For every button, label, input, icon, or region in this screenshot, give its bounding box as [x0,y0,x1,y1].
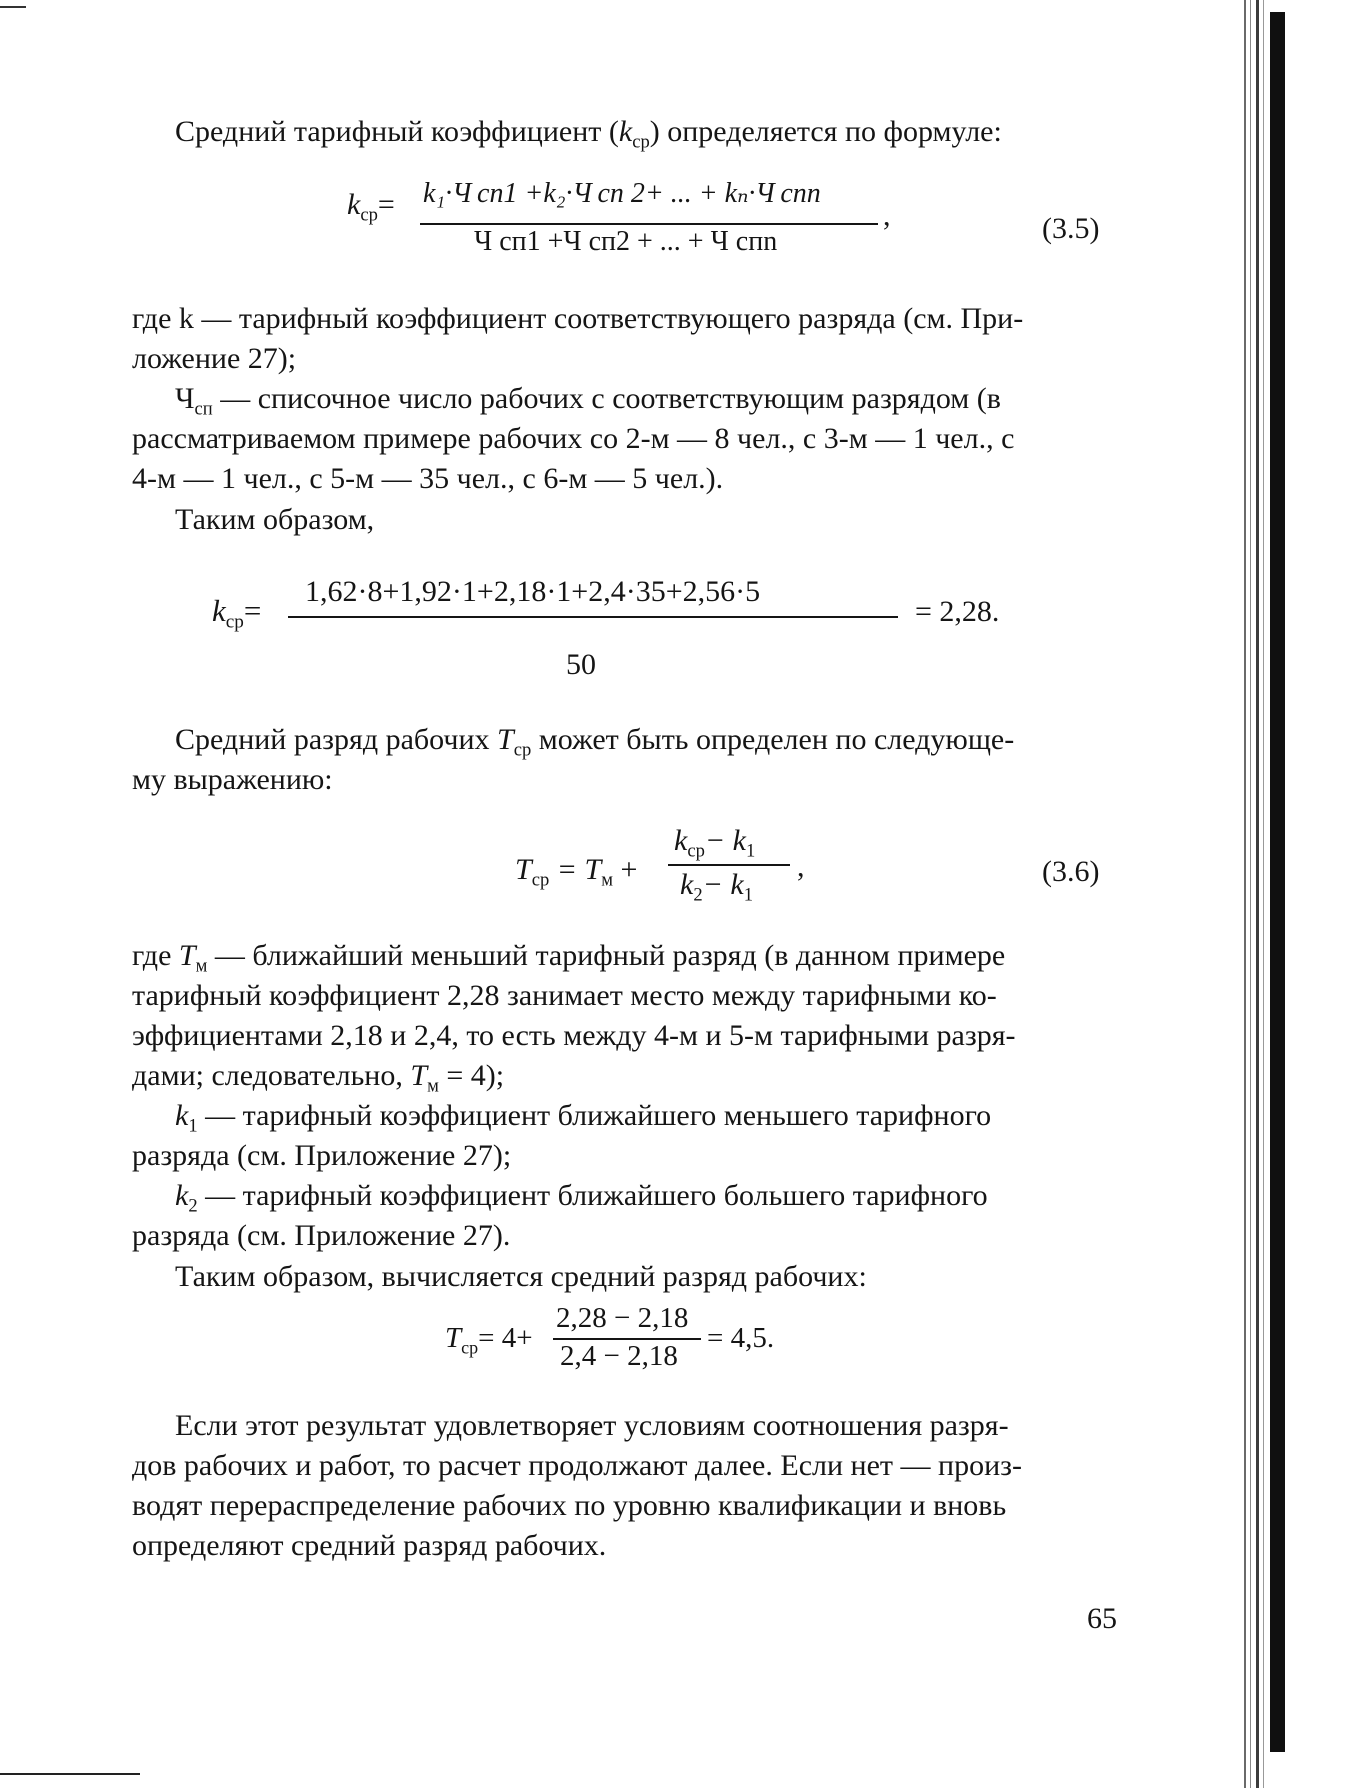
paragraph-tm-definition-line2: тарифный коэффициент 2,28 занимает место между тарифными ко- [132,979,997,1012]
equation-number-3-6: (3.6) [1042,855,1100,888]
scan-mark [0,6,26,8]
text-run: ) определяется по формуле: [649,115,1002,148]
text-run: может быть определен по следующе- [531,723,1015,756]
subscript: 1 [743,884,753,906]
spine-shadow [1250,0,1251,1788]
subscript: ср [461,1337,479,1358]
spine-shadow [1256,0,1259,1788]
calc1-denominator: 50 [566,648,596,681]
formula-3-5-numerator: k₁·Ч сп1 +k₂·Ч сп 2+ ... + kₙ·Ч спn [423,178,821,209]
formula-3-5-lhs [347,188,395,226]
spine-edge [1270,12,1285,1752]
paragraph-avg-rank-line1 [175,720,1171,760]
symbol-t-m: = T [556,853,602,886]
page-number: 65 [1087,1602,1117,1635]
symbol-t: T [445,1322,462,1354]
calc2-numerator: 2,28 − 2,18 [556,1302,689,1334]
paragraph-avg-rank-line2: му выражению: [132,763,333,796]
symbol-k: k [674,824,688,857]
formula-3-6-denominator [680,868,753,906]
plus-sign: + [620,853,638,886]
text-run: — списочное число рабочих с соответствующим разрядом (в [212,382,1001,415]
equals-sign: = 4+ [478,1322,533,1354]
subscript: 2 [693,884,703,906]
paragraph-k2-definition-line2: разряда (см. Приложение 27). [132,1219,511,1252]
subscript: 1 [188,1115,198,1137]
paragraph-ch-definition-line3: 4-м — 1 чел., с 5-м — 35 чел., с 6-м — 5 чел.). [132,462,724,495]
fraction-bar [288,616,898,618]
subscript: ср [687,840,705,862]
symbol-k: k [618,115,633,148]
equation-number-3-5: (3.5) [1042,212,1100,245]
equals-sign: = [377,188,395,221]
paragraph-k1-definition-line2: разряда (см. Приложение 27); [132,1139,512,1172]
text-run: где [132,939,179,972]
paragraph-k1-definition-line1 [175,1096,1171,1136]
symbol-k: k [175,1179,189,1212]
symbol-k: k [680,868,694,901]
symbol-t: T [515,853,532,886]
paragraph-k-definition-line2: ложение 27); [132,342,297,375]
formula-3-6-lhs [515,853,638,891]
paragraph-k-definition-line1: где k — тарифный коэффициент соответствующего разряда (см. При- [132,302,1024,335]
subscript: ср [225,611,244,633]
paragraph-ch-definition-line2: рассматриваемом примере рабочих со 2-м — 8 чел., с 3-м — 1 чел., с [132,422,1015,455]
subscript: ср [360,204,378,226]
subscript: ср [632,131,650,153]
paragraph-conclusion-line2: дов рабочих и работ, то расчет продолжают далее. Если нет — произ- [132,1449,1022,1482]
subscript: м [601,869,613,891]
paragraph-tm-definition-line3: эффициентами 2,18 и 2,4, то есть между 4-м и 5-м тарифными разря- [132,1019,1016,1052]
text-run: — тарифный коэффициент ближайшего меньшего тарифного [197,1099,992,1132]
paragraph-conclusion-line3: водят перераспределение рабочих по уровню квалификации и вновь [132,1489,1007,1522]
formula-comma: , [797,850,805,883]
paragraph-k2-definition-line1 [175,1176,1171,1216]
subscript: м [195,955,208,977]
subscript: 2 [188,1195,198,1217]
calc2-denominator: 2,4 − 2,18 [560,1340,678,1372]
paragraph-conclusion-line1: Если этот результат удовлетворяет условиям соотношения разря- [175,1409,1009,1442]
symbol-t: T [178,939,196,972]
subscript: ср [513,739,532,761]
spine-shadow [1244,0,1246,1788]
calc2-result: = 4,5. [707,1322,775,1354]
text-run: — тарифный коэффициент ближайшего большего тарифного [197,1179,988,1212]
text-run: = 4); [438,1059,505,1092]
calc1-result: = 2,28. [915,595,1000,628]
subscript: м [427,1075,439,1097]
text-run: — ближайший меньший тарифный разряд (в данном примере [207,939,1006,972]
symbol-t: T [497,723,514,756]
paragraph-intro [175,112,1171,152]
text-run: дами; следовательно, [132,1059,411,1092]
calc1-numerator: 1,62·8+1,92·1+2,18·1+2,4·35+2,56·5 [305,575,761,608]
paragraph-thus-1: Таким образом, [175,503,375,536]
text-run: Средний тарифный коэффициент ( [175,115,619,148]
subscript: 1 [745,840,756,862]
fraction-bar [420,223,878,225]
symbol-k: k [175,1099,189,1132]
fraction-bar [668,864,790,866]
subscript: сп [194,398,213,420]
paragraph-tm-definition-line1 [132,936,1128,976]
subscript: ср [531,869,550,891]
text-run: Средний разряд рабочих [175,723,498,756]
formula-3-6-numerator [674,824,756,862]
symbol-t: T [410,1059,428,1092]
formula-3-5-denominator: Ч сп1 +Ч сп2 + ... + Ч спn [474,226,778,257]
symbol-k: k [212,593,226,628]
symbol-ch: Ч [175,382,195,415]
calc1-lhs [212,593,262,633]
spine-shadow [1263,0,1264,1788]
symbol-k: k [347,188,361,221]
symbol-k: − k [702,868,744,901]
calc2-lhs [445,1322,533,1358]
scan-mark [0,1773,140,1775]
equals-sign: = [243,593,262,628]
paragraph-tm-definition-line4 [132,1056,1128,1096]
paragraph-thus-2: Таким образом, вычисляется средний разряд рабочих: [175,1260,867,1293]
paragraph-conclusion-line4: определяют средний разряд рабочих. [132,1529,607,1562]
symbol-k: − k [704,824,746,857]
paragraph-ch-definition-line1 [175,379,1171,419]
formula-comma: , [883,199,891,232]
